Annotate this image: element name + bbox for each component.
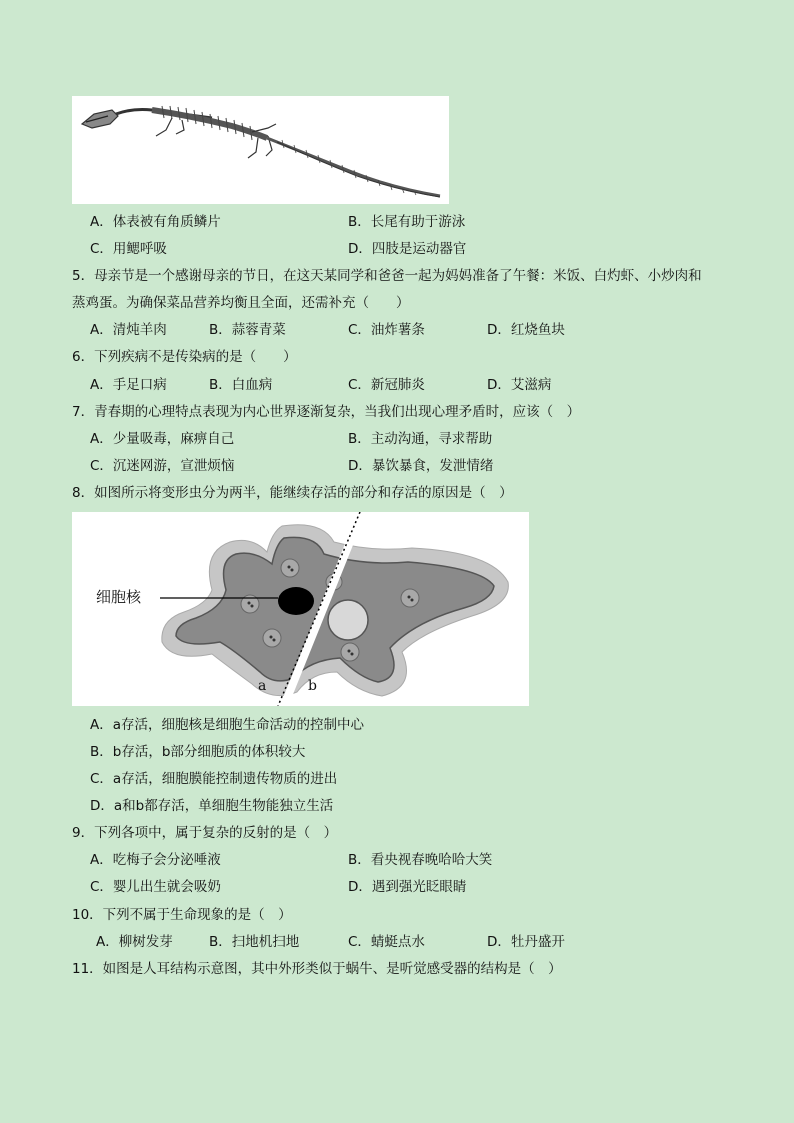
fossil-figure bbox=[72, 96, 449, 204]
q10-option-c: C．蜻蜓点水 bbox=[348, 934, 425, 950]
q4-option-c: C．用鳃呼吸 bbox=[90, 241, 167, 257]
q9-option-c: C．婴儿出生就会吸奶 bbox=[90, 879, 221, 895]
q6-stem: 6．下列疾病不是传染病的是（ ） bbox=[72, 349, 297, 365]
q5-stem-line2: 蒸鸡蛋。为确保菜品营养均衡且全面，还需补充（ ） bbox=[72, 295, 410, 311]
q8-option-c: C．a存活，细胞膜能控制遗传物质的进出 bbox=[90, 771, 338, 787]
q6-option-b: B．白血病 bbox=[209, 377, 273, 393]
q5-option-d: D．红烧鱼块 bbox=[487, 322, 565, 338]
q5-option-a: A．清炖羊肉 bbox=[90, 322, 167, 338]
q5-option-b: B．蒜蓉青菜 bbox=[209, 322, 286, 338]
q7-option-b: B．主动沟通，寻求帮助 bbox=[348, 431, 493, 447]
q8-option-a: A．a存活，细胞核是细胞生命活动的控制中心 bbox=[90, 717, 365, 733]
part-a-label: a bbox=[258, 678, 267, 694]
amoeba-illustration bbox=[72, 512, 529, 706]
q6-option-a: A．手足口病 bbox=[90, 377, 167, 393]
q7-option-d: D．暴饮暴食，发泄情绪 bbox=[348, 458, 494, 474]
part-b-label: b bbox=[308, 678, 317, 694]
q10-option-a: A．柳树发芽 bbox=[96, 934, 173, 950]
q9-option-a: A．吃梅子会分泌唾液 bbox=[90, 852, 221, 868]
q8-option-d: D．a和b都存活，单细胞生物能独立生活 bbox=[90, 798, 334, 814]
q7-stem: 7．青春期的心理特点表现为内心世界逐渐复杂，当我们出现心理矛盾时，应该（ ） bbox=[72, 404, 581, 420]
q8-option-b: B．b存活，b部分细胞质的体积较大 bbox=[90, 744, 306, 760]
amoeba-figure bbox=[72, 512, 529, 706]
q5-option-c: C．油炸薯条 bbox=[348, 322, 425, 338]
q9-option-d: D．遇到强光眨眼睛 bbox=[348, 879, 467, 895]
q6-option-d: D．艾滋病 bbox=[487, 377, 552, 393]
q4-option-a: A．体表被有角质鳞片 bbox=[90, 214, 221, 230]
nucleus-label: 细胞核 bbox=[96, 588, 142, 606]
q10-option-b: B．扫地机扫地 bbox=[209, 934, 300, 950]
q5-stem-line1: 5．母亲节是一个感谢母亲的节日，在这天某同学和爸爸一起为妈妈准备了午餐：米饭、白灼虾、小炒肉和 bbox=[72, 268, 702, 284]
q4-option-d: D．四肢是运动器官 bbox=[348, 241, 467, 257]
fossil-illustration bbox=[72, 96, 449, 204]
q6-option-c: C．新冠肺炎 bbox=[348, 377, 425, 393]
q11-stem: 11．如图是人耳结构示意图，其中外形类似于蜗牛、是听觉感受器的结构是（ ） bbox=[72, 961, 562, 977]
q10-option-d: D．牡丹盛开 bbox=[487, 934, 565, 950]
q7-option-a: A．少量吸毒，麻痹自己 bbox=[90, 431, 235, 447]
q7-option-c: C．沉迷网游，宣泄烦恼 bbox=[90, 458, 235, 474]
q9-stem: 9．下列各项中，属于复杂的反射的是（ ） bbox=[72, 825, 338, 841]
q10-stem: 10．下列不属于生命现象的是（ ） bbox=[72, 907, 292, 923]
q8-stem: 8．如图所示将变形虫分为两半，能继续存活的部分和存活的原因是（ ） bbox=[72, 485, 513, 501]
q4-option-b: B．长尾有助于游泳 bbox=[348, 214, 466, 230]
q9-option-b: B．看央视春晚哈哈大笑 bbox=[348, 852, 493, 868]
